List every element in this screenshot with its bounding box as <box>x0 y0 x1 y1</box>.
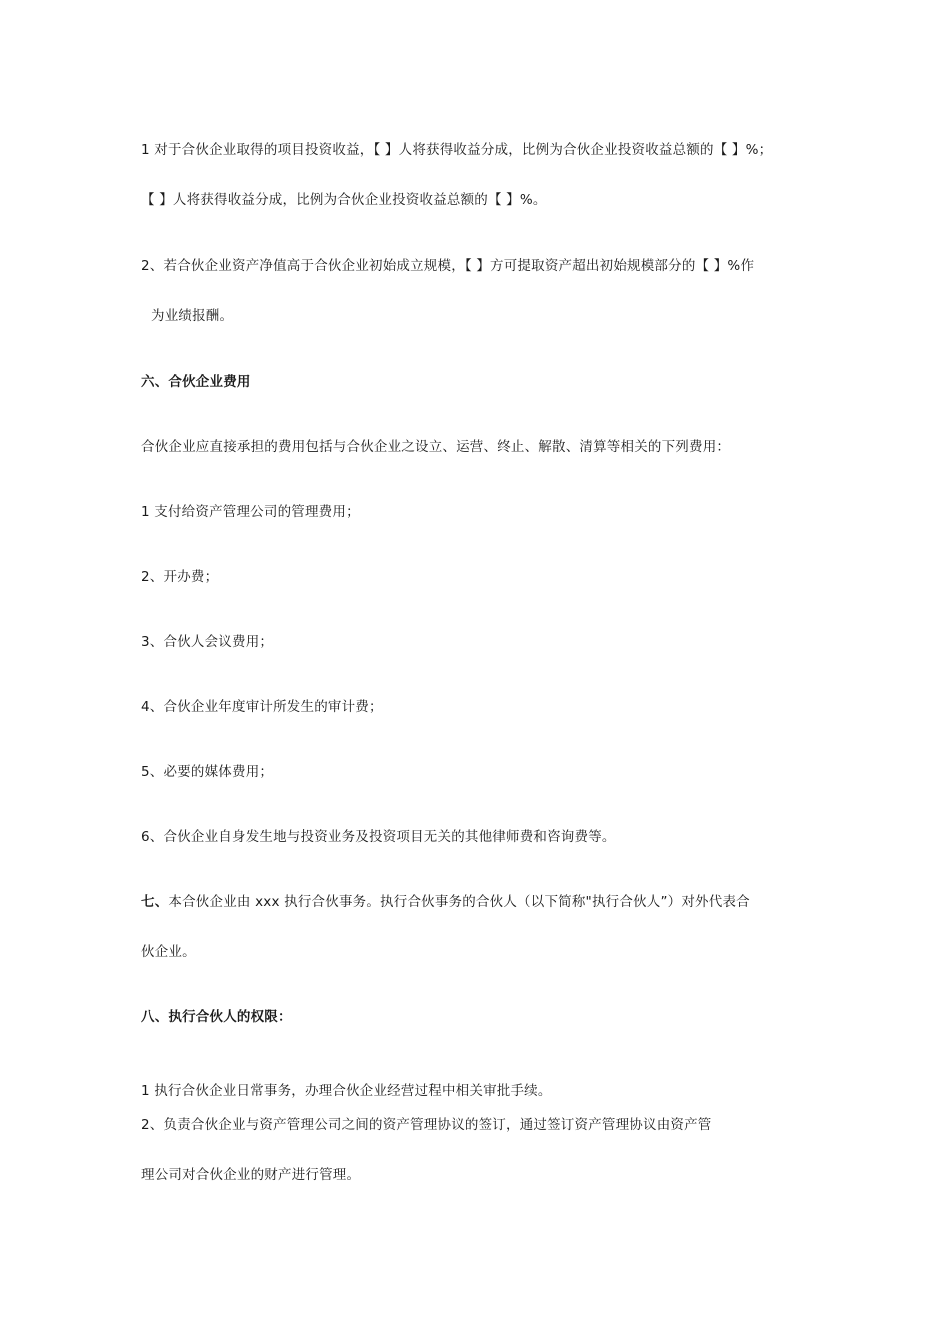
paragraph-profit-share-1: 1 对于合伙企业取得的项目投资收益，【 】人将获得收益分成，比例为合伙企业投资收益总额的【 】%； <box>141 142 773 158</box>
paragraph-section-7-cont: 伙企业。 <box>141 944 196 960</box>
list-item-authority-1: 1 执行合伙企业日常事务，办理合伙企业经营过程中相关审批手续。 <box>141 1083 552 1099</box>
list-item-expense-1: 1 支付给资产管理公司的管理费用； <box>141 504 360 520</box>
paragraph-performance-fee: 2、若合伙企业资产净值高于合伙企业初始成立规模，【 】方可提取资产超出初始规模部分的【 】%作 <box>141 258 755 274</box>
section-7-number: 七、 <box>141 894 169 910</box>
list-item-authority-2: 2、负责合伙企业与资产管理公司之间的资产管理协议的签订，通过签订资产管理协议由资产管 <box>141 1117 712 1133</box>
heading-section-6: 六、合伙企业费用 <box>141 374 251 390</box>
paragraph-performance-fee-cont: 为业绩报酬。 <box>151 308 234 324</box>
section-7-text: 本合伙企业由 xxx 执行合伙事务。执行合伙事务的合伙人（以下简称"执行合伙人”）对外代表合 <box>168 894 750 910</box>
list-item-authority-2-cont: 理公司对合伙企业的财产进行管理。 <box>141 1167 361 1183</box>
list-item-expense-6: 6、合伙企业自身发生地与投资业务及投资项目无关的其他律师费和咨询费等。 <box>141 829 616 845</box>
paragraph-profit-share-2: 【 】人将获得收益分成，比例为合伙企业投资收益总额的【 】%。 <box>141 192 547 208</box>
paragraph-expenses-intro: 合伙企业应直接承担的费用包括与合伙企业之设立、运营、终止、解散、清算等相关的下列费用： <box>141 439 731 455</box>
list-item-expense-3: 3、合伙人会议费用； <box>141 634 274 650</box>
list-item-expense-2: 2、开办费； <box>141 569 219 585</box>
list-item-expense-5: 5、必要的媒体费用； <box>141 764 274 780</box>
list-item-expense-4: 4、合伙企业年度审计所发生的审计费； <box>141 699 383 715</box>
heading-section-8: 八、执行合伙人的权限： <box>141 1009 292 1025</box>
paragraph-section-7 <box>141 893 750 911</box>
